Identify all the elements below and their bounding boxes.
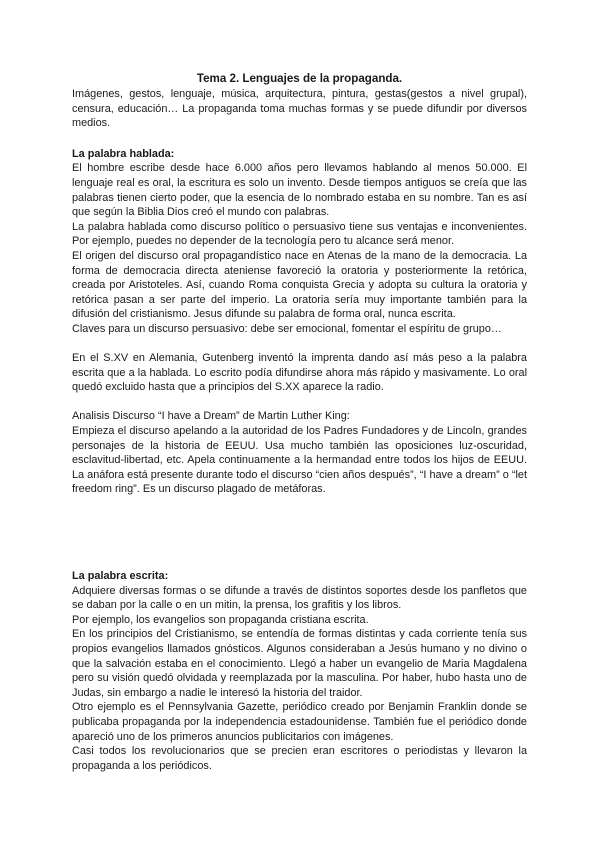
spoken-paragraph-1: El hombre escribe desde hace 6.000 años pero llevamos hablando al menos 50.000. El lenguaje real es oral, la escritura es solo un invento. Desde tiempos antiguos se creía que las palabras tienen cierto poder, que la esencia de lo nombrado estaba en su nombre. Tan es así que según la Biblia Dios creó el mundo con palabras. bbox=[72, 162, 527, 219]
spoken-word-heading: La palabra hablada: bbox=[72, 147, 175, 160]
gutenberg-paragraph: En el S.XV en Alemania, Gutenberg inventó la imprenta dando así más peso a la palabra escrita que a la hablada. Lo escrito podía difundirse ahora más rápido y masivamente. Lo oral quedó excluido hasta que a principios del S.XX aparece la radio. bbox=[72, 352, 527, 394]
speech-analysis-paragraph: Empieza el discurso apelando a la autoridad de los Padres Fundadores y de Lincoln, grandes personajes de la historia de EEUU. Usa mucho también las oposiciones luz-oscuridad, esclavitud-libertad, etc. Apela continuamente a la hermandad entre todos los hijos de EEUU. La anáfora está presente durante todo el discurso “cien años después”, “I have a dream” o “let freedom ring”. Es un discurso plagado de metáforas. bbox=[72, 425, 527, 496]
written-paragraph-2: Por ejemplo, los evangelios son propaganda cristiana escrita. bbox=[72, 613, 369, 626]
intro-paragraph: Imágenes, gestos, lenguaje, música, arquitectura, pintura, gestas(gestos a nivel grupal), censura, educación… La propaganda toma muchas formas y se puede difundir por diversos medios. bbox=[72, 88, 527, 130]
written-word-heading: La palabra escrita: bbox=[72, 570, 169, 583]
spacer bbox=[72, 337, 527, 352]
spacer bbox=[72, 395, 527, 410]
spoken-paragraph-2: La palabra hablada como discurso político o persuasivo tiene sus ventajas e inconvenientes. Por ejemplo, puedes no depender de la tecnología pero tu alcance será menor. bbox=[72, 220, 527, 248]
spoken-paragraph-4: Claves para un discurso persuasivo: debe ser emocional, fomentar el espíritu de grupo… bbox=[72, 322, 502, 335]
spoken-paragraph-3: El origen del discurso oral propagandístico nace en Atenas de la mano de la democracia. La forma de democracia directa ateniense favoreció la oratoria y posteriormente la retórica, creada por Aristoteles. Así, cuando Roma conquista Grecia y adopta su cultura la oratoria y retórica pasan a ser parte del imperio. La oratoria sería muy importante también para la difusión del cristianismo. Jesus difunde su palabra de forma oral, nunca escrita. bbox=[72, 249, 527, 321]
written-paragraph-3: En los principios del Cristianismo, se entendía de formas distintas y cada corriente tenía sus propios evangelios llamados gnósticos. Algunos consideraban a Jesús humano y no divino o que la salvación estaba en el conocimiento. Llegó a haber un evangelio de Maria Magdalena pero su visión quedó olvidada y reemplazada por la masculina. Por haber, hubo hasta uno de Judas, sin embargo a nadie le interesó la historia del traidor. bbox=[72, 628, 527, 699]
written-paragraph-1: Adquiere diversas formas o se difunde a través de distintos soportes desde los panfletos que se daban por la calle o en un mitin, la prensa, los grafitis y los libros. bbox=[72, 584, 527, 612]
speech-analysis-title: Analisis Discurso “I have a Dream” de Martin Luther King: bbox=[72, 410, 350, 423]
spacer bbox=[72, 497, 527, 553]
document-title: Tema 2. Lenguajes de la propaganda. bbox=[196, 72, 403, 85]
written-paragraph-4: Otro ejemplo es el Pennsylvania Gazette, periódico creado por Benjamin Franklin donde se publicaba propaganda por la independencia estadounidense. También fue el periódico donde apareció uno de los primeros anuncios publicitarios con imágenes. bbox=[72, 701, 527, 743]
written-paragraph-5: Casi todos los revolucionarios que se precien eran escritores o periodistas y llevaron la propaganda a los periódicos. bbox=[72, 745, 527, 772]
